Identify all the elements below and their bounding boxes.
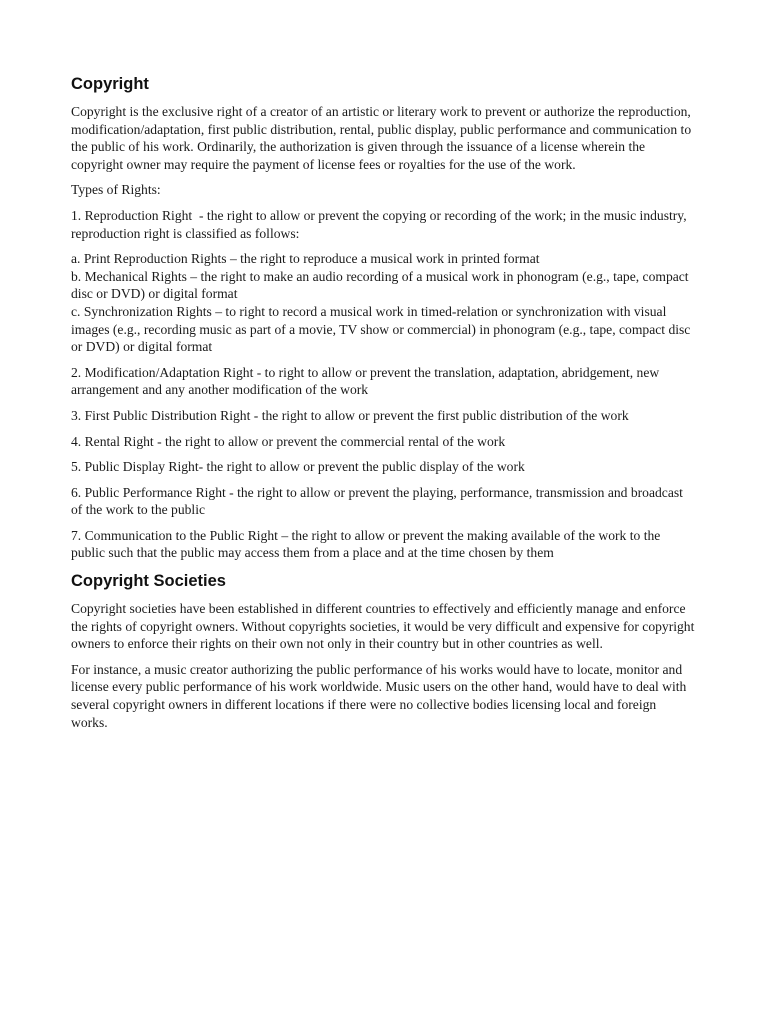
types-of-rights-label: Types of Rights: — [71, 182, 161, 198]
right-first-public-distribution: 3. First Public Distribution Right - the right to allow or prevent the first public distribution of the work — [71, 407, 629, 423]
societies-paragraph-2: For instance, a music creator authorizing the public performance of his works would have to locate, monitor and license every public performance of his work worldwide. Music users on the other hand, would have to deal with several copyright owners in different locations if there were no collective bodies licensing local and foreign works. — [71, 661, 690, 730]
right-rental: 4. Rental Right - the right to allow or prevent the commercial rental of the work — [71, 433, 506, 449]
right-reproduction: 1. Reproduction Right - the right to allow or prevent the copying or recording of the work; in the music industry, reproduction right is classified as follows: — [71, 207, 691, 241]
copyright-intro: Copyright is the exclusive right of a creator of an artistic or literary work to prevent or authorize the reproduction, modification/adaptation, first public distribution, rental, public display, public performance and communication to the public of his work. Ordinarily, the authorization is given through the issuance of a license wherein the copyright owner may require the payment of license fees or royalties for the use of the work. — [71, 104, 695, 172]
right-synchronization: c. Synchronization Rights – to right to record a musical work in timed-relation or synchronization with visual images (e.g., recording music as part of a movie, TV show or commercial) in phonogram (e.g., tape, compact disc or DVD) or digital format — [71, 303, 694, 355]
document-page — [71, 74, 698, 739]
heading-copyright: Copyright — [71, 75, 149, 93]
heading-copyright-societies: Copyright Societies — [71, 572, 226, 591]
right-mechanical: b. Mechanical Rights – the right to make an audio recording of a musical work in phonogram (e.g., tape, compact disc or DVD) or digital format — [71, 268, 692, 302]
societies-paragraph-1: Copyright societies have been established in different countries to effectively and efficiently manage and enforce the rights of copyright owners. Without copyrights societies, it would be very difficult and expensive for copyright owners to enforce their rights on their own not only in their country but in other countries as well. — [71, 601, 698, 652]
right-public-display: 5. Public Display Right- the right to allow or prevent the public display of the work — [71, 459, 525, 475]
right-public-performance: 6. Public Performance Right - the right to allow or prevent the playing, performance, transmission and broadcast of the work to the public — [71, 484, 687, 518]
right-modification-adaptation: 2. Modification/Adaptation Right - to right to allow or prevent the translation, adaptation, abridgement, new arrangement and any another modification of the work — [71, 364, 663, 398]
right-communication-to-public: 7. Communication to the Public Right – the right to allow or prevent the making available of the work to the public such that the public may access them from a place and at the time chosen by them — [71, 527, 664, 561]
right-print-reproduction: a. Print Reproduction Rights – the right to reproduce a musical work in printed format — [71, 251, 540, 267]
